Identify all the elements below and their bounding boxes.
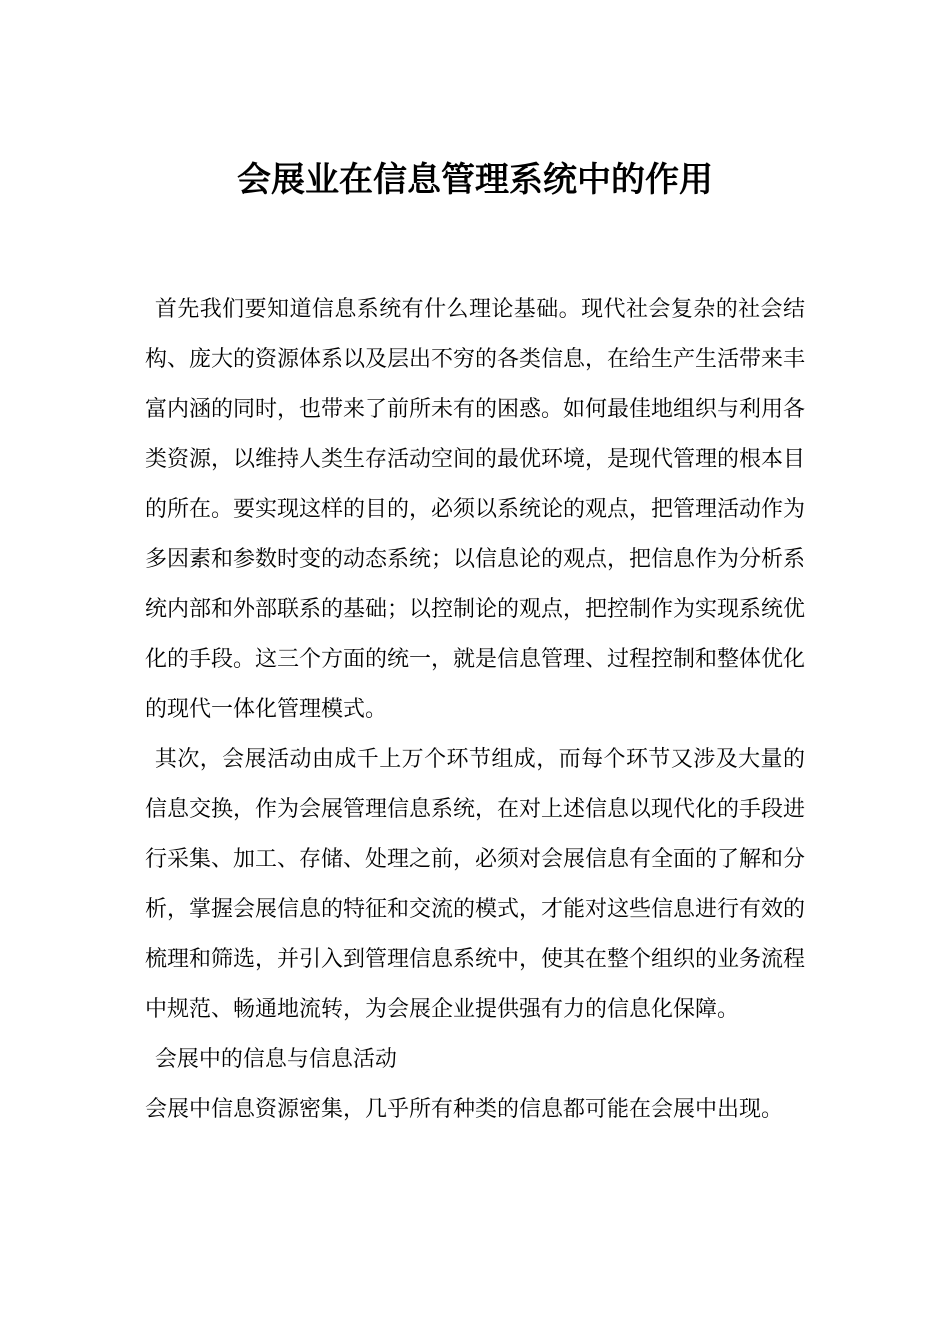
- paragraph-information-resources: 会展中信息资源密集，几乎所有种类的信息都可能在会展中出现。: [145, 1097, 784, 1122]
- document-title: 会展业在信息管理系统中的作用: [237, 160, 713, 200]
- paragraph-theory-basis: 首先我们要知道信息系统有什么理论基础。现代社会复杂的社会结构、庞大的资源体系以及层出不穷的各类信息，在给生产生活带来丰富内涵的同时，也带来了前所未有的困惑。如何最佳地组织与利用各类资源，以维持人类生存活动空间的最优环境，是现代管理的根本目的所在。要实现这样的目的，必须以系统论的观点，把管理活动作为多因素和参数时变的动态系统；以信息论的观点，把信息作为分析系统内部和外部联系的基础；以控制论的观点，把控制作为实现系统优化的手段。这三个方面的统一，就是信息管理、过程控制和整体优化的现代一体化管理模式。: [145, 297, 806, 722]
- section-heading-information-activities: 会展中的信息与信息活动: [154, 1047, 397, 1072]
- paragraph-exhibition-activities: 其次，会展活动由成千上万个环节组成，而每个环节又涉及大量的信息交换，作为会展管理信息系统，在对上述信息以现代化的手段进行采集、加工、存储、处理之前，必须对会展信息有全面的了解和分析，掌握会展信息的特征和交流的模式，才能对这些信息进行有效的梳理和筛选，并引入到管理信息系统中，使其在整个组织的业务流程中规范、畅通地流转，为会展企业提供强有力的信息化保障。: [145, 747, 806, 1022]
- document-body: [145, 285, 805, 1135]
